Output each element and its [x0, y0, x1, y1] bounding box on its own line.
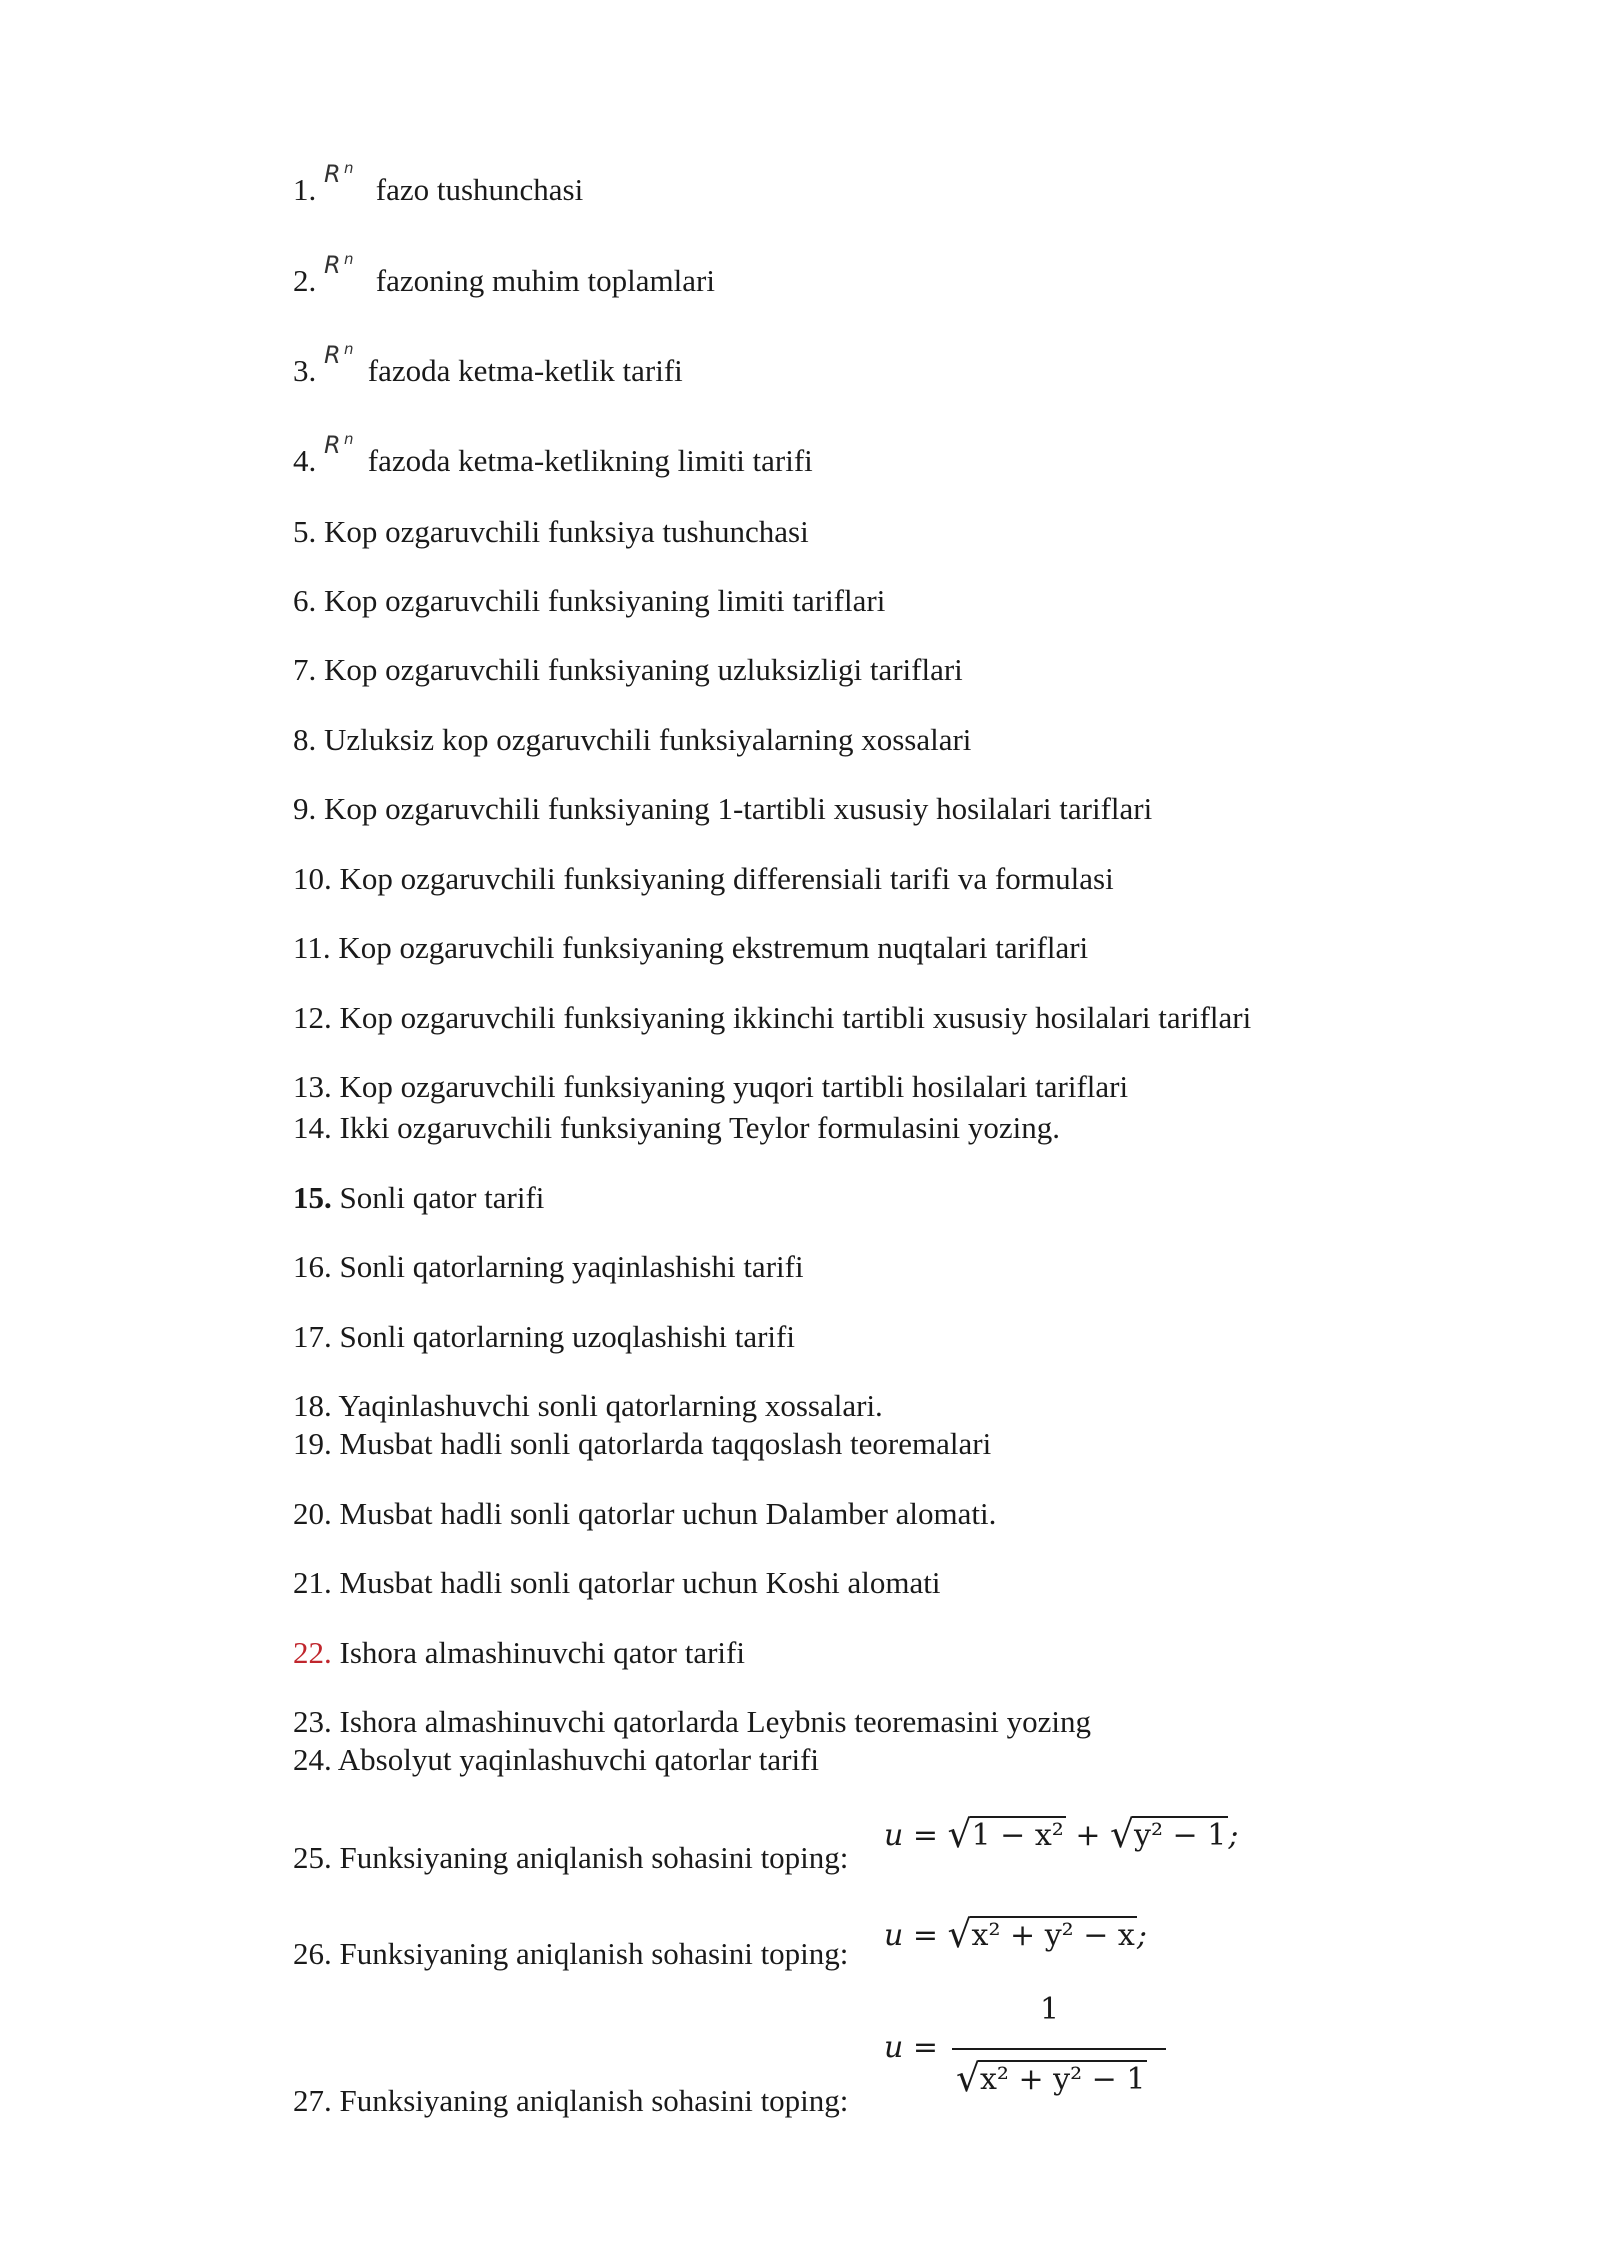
- item-number: 15.: [293, 1180, 332, 1215]
- item-text: Sonli qatorlarning uzoqlashishi tarifi: [339, 1319, 795, 1354]
- item-number: 18.: [293, 1388, 332, 1423]
- list-item: [293, 1317, 795, 1357]
- item-text: Absolyut yaqinlashuvchi qatorlar tarifi: [337, 1742, 820, 1777]
- item-text: Kop ozgaruvchili funksiyaning 1-tartibli xususiy hosilalari tariflari: [324, 791, 1153, 826]
- item-number: 4.: [293, 443, 317, 478]
- list-item: [293, 928, 1088, 968]
- item-text: fazo tushunchasi: [375, 172, 584, 207]
- item-number: 1.: [293, 172, 317, 207]
- list-item: [293, 340, 683, 391]
- formula-27-denominator: √ x² + y² − 1: [956, 2056, 1146, 2100]
- item-text: Musbat hadli sonli qatorlarda taqqoslash teoremalari: [339, 1426, 992, 1461]
- item-number: 5.: [293, 514, 317, 549]
- item-text: Kop ozgaruvchili funksiyaning ikkinchi tartibli xususiy hosilalari tariflari: [339, 1000, 1252, 1035]
- item-number: 11.: [293, 930, 331, 965]
- item-text: Funksiyaning aniqlanish sohasini toping:: [339, 2083, 849, 2118]
- item-number: 26.: [293, 1936, 332, 1971]
- list-item: [293, 2081, 848, 2121]
- item-number: 16.: [293, 1249, 332, 1284]
- item-number: 12.: [293, 1000, 332, 1035]
- item-text: Sonli qator tarifi: [339, 1180, 545, 1215]
- item-text: Ishora almashinuvchi qatorlarda Leybnis teoremasini yozing: [339, 1704, 1092, 1739]
- formula-26: u = √ x² + y² − x;: [884, 1912, 1147, 1956]
- item-number: 7.: [293, 652, 317, 687]
- item-text: Kop ozgaruvchili funksiyaning differensiali tarifi va formulasi: [339, 861, 1114, 896]
- item-number: 14.: [293, 1110, 332, 1145]
- list-item: [293, 650, 963, 690]
- item-text: fazoning muhim toplamlari: [375, 263, 715, 298]
- item-text: Kop ozgaruvchili funksiyaning ekstremum nuqtalari tariflari: [338, 930, 1089, 965]
- list-item: [293, 1067, 1128, 1107]
- item-number: 22.: [293, 1635, 332, 1670]
- list-item: [293, 998, 1251, 1038]
- item-text: Kop ozgaruvchili funksiya tushunchasi: [324, 514, 809, 549]
- item-text: Musbat hadli sonli qatorlar uchun Dalamber alomati.: [339, 1496, 997, 1531]
- rn-symbol: R n: [324, 340, 354, 369]
- item-text: fazoda ketma-ketlikning limiti tarifi: [367, 443, 813, 478]
- list-item: [293, 1494, 996, 1534]
- item-number: 20.: [293, 1496, 332, 1531]
- item-number: 23.: [293, 1704, 332, 1739]
- item-number: 25.: [293, 1840, 332, 1875]
- item-text: Uzluksiz kop ozgaruvchili funksiyalarning xossalari: [324, 722, 972, 757]
- item-text: Funksiyaning aniqlanish sohasini toping:: [339, 1936, 849, 1971]
- item-number: 3.: [293, 353, 317, 388]
- list-item: [293, 859, 1114, 899]
- item-text: fazoda ketma-ketlik tarifi: [367, 353, 683, 388]
- list-item: [293, 1740, 819, 1780]
- formula-27-lhs: u =: [884, 2030, 938, 2065]
- list-item: [293, 1424, 991, 1464]
- list-item: [293, 1108, 1060, 1148]
- formula-27-numerator: 1: [1040, 1992, 1060, 2027]
- list-item: [293, 1386, 883, 1426]
- list-item: [293, 250, 715, 301]
- list-item: [293, 1702, 1091, 1742]
- list-item: [293, 720, 971, 760]
- item-text: Kop ozgaruvchili funksiyaning yuqori tartibli hosilalari tariflari: [339, 1069, 1129, 1104]
- formula-25: u = √ 1 − x² + √ y² − 1;: [884, 1812, 1239, 1856]
- list-item: [293, 1247, 804, 1287]
- fraction-bar: [952, 2048, 1166, 2050]
- item-number: 6.: [293, 583, 317, 618]
- item-number: 8.: [293, 722, 317, 757]
- list-item: [293, 430, 813, 481]
- item-number: 2.: [293, 263, 317, 298]
- item-text: Kop ozgaruvchili funksiyaning limiti tariflari: [324, 583, 886, 618]
- list-item: [293, 789, 1152, 829]
- item-number: 21.: [293, 1565, 332, 1600]
- list-item: [293, 1633, 745, 1673]
- item-text: Sonli qatorlarning yaqinlashishi tarifi: [339, 1249, 804, 1284]
- item-number: 10.: [293, 861, 332, 896]
- item-text: Ishora almashinuvchi qator tarifi: [339, 1635, 745, 1670]
- item-text: Musbat hadli sonli qatorlar uchun Koshi alomati: [339, 1565, 941, 1600]
- rn-symbol: R n: [324, 159, 354, 188]
- item-text: Kop ozgaruvchili funksiyaning uzluksizligi tariflari: [324, 652, 963, 687]
- list-item: [293, 581, 885, 621]
- list-item: [293, 159, 584, 210]
- rn-symbol: R n: [324, 250, 354, 279]
- list-item: [293, 1563, 940, 1603]
- item-number: 27.: [293, 2083, 332, 2118]
- item-text: Yaqinlashuvchi sonli qatorlarning xossalari.: [338, 1388, 883, 1423]
- item-number: 13.: [293, 1069, 332, 1104]
- list-item: [293, 1178, 544, 1218]
- list-item: [293, 1934, 848, 1974]
- item-number: 9.: [293, 791, 317, 826]
- item-number: 24.: [293, 1742, 332, 1777]
- item-text: Funksiyaning aniqlanish sohasini toping:: [339, 1840, 849, 1875]
- item-number: 19.: [293, 1426, 332, 1461]
- list-item: [293, 512, 809, 552]
- item-number: 17.: [293, 1319, 332, 1354]
- list-item: [293, 1838, 848, 1878]
- rn-symbol: R n: [324, 430, 354, 459]
- item-text: Ikki ozgaruvchili funksiyaning Teylor formulasini yozing.: [339, 1110, 1060, 1145]
